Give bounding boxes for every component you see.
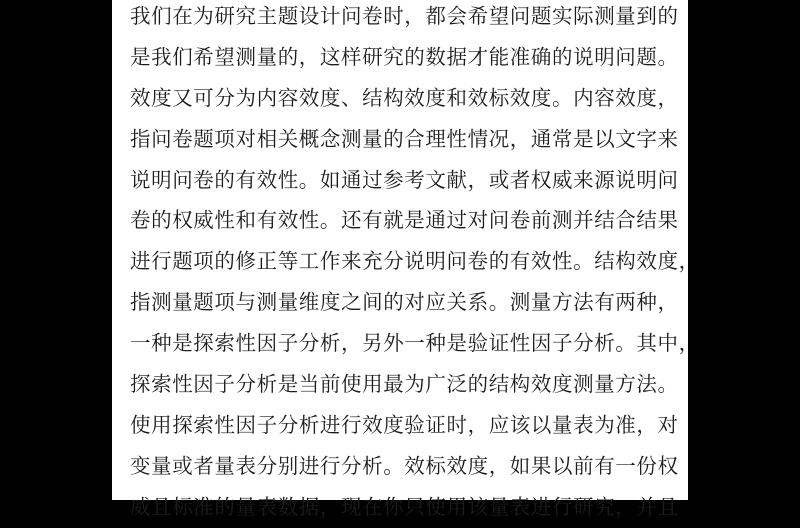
text-line: 使用探索性因子分析进行效度验证时，应该以量表为准，对: [130, 412, 679, 437]
text-line: 说明问卷的有效性。如通过参考文献，或者权威来源说明问: [130, 167, 679, 192]
text-line: 威且标准的量表数据，现在你只使用该量表进行研究，并且: [130, 494, 679, 519]
paragraph-text: [130, 0, 700, 528]
text-line: 一种是探索性因子分析，另外一种是验证性因子分析。其中，: [130, 331, 700, 356]
text-line: 进行题项的修正等工作来充分说明问卷的有效性。结构效度，: [130, 249, 700, 274]
text-line: 指测量题项与测量维度之间的对应关系。测量方法有两种，: [130, 290, 679, 315]
text-line: 效度又可分为内容效度、结构效度和效标效度。内容效度，: [130, 85, 679, 110]
text-line: 变量或者量表分别进行分析。效标效度，如果以前有一份权: [130, 453, 679, 478]
text-line: 是我们希望测量的，这样研究的数据才能准确的说明问题。: [130, 44, 679, 69]
text-line: 我们在为研究主题设计问卷时，都会希望问题实际测量到的: [130, 4, 679, 28]
document-page: [112, 0, 700, 519]
text-line: 卷的权威性和有效性。还有就是通过对问卷前测并结合结果: [130, 208, 679, 233]
text-line: 指问卷题项对相关概念测量的合理性情况，通常是以文字来: [130, 126, 679, 151]
text-line: 探索性因子分析是当前使用最为广泛的结构效度测量方法。: [130, 372, 679, 397]
